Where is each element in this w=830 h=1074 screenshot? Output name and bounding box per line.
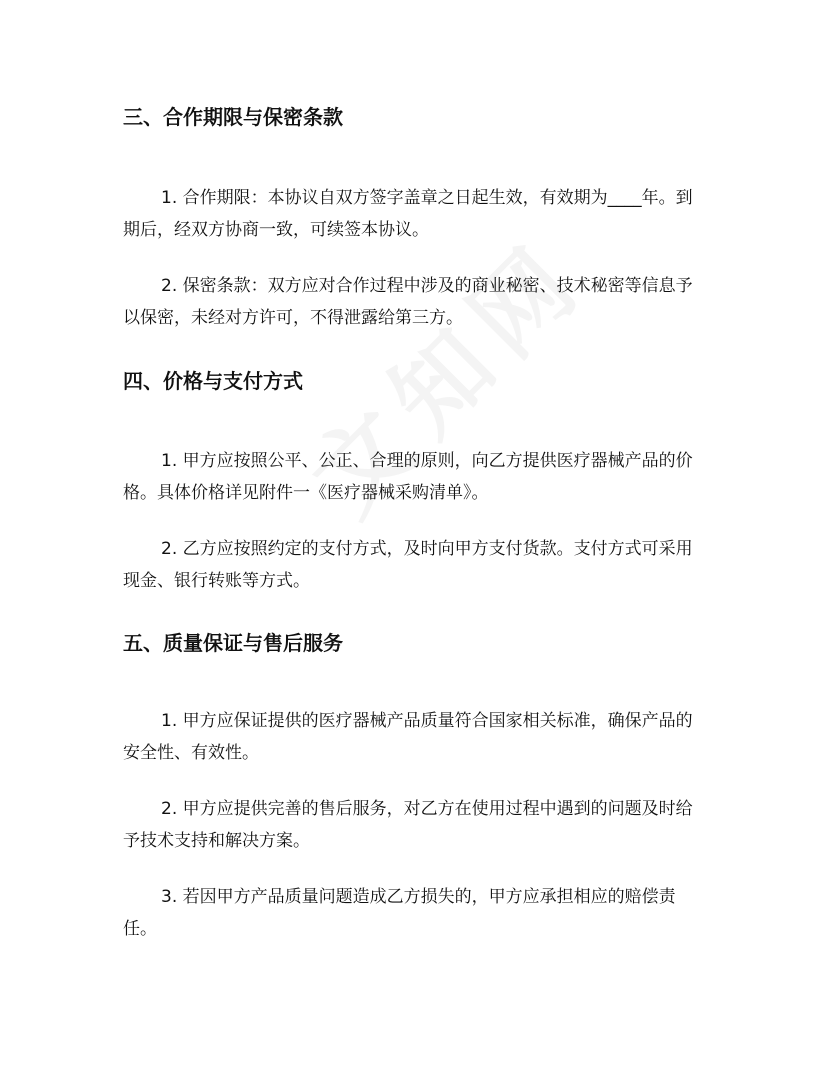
section-heading: 五、质量保证与售后服务	[123, 631, 343, 655]
paragraph: 1. 甲方应保证提供的医疗器械产品质量符合国家相关标准，确保产品的安全性、有效性。	[123, 711, 693, 763]
paragraph: 2. 甲方应提供完善的售后服务，对乙方在使用过程中遇到的问题及时给予技术支持和解决方案。	[123, 799, 693, 851]
paragraph: 1. 合作期限：本协议自双方签字盖章之日起生效，有效期为____年。到期后，经双方协商一致，可续签本协议。	[123, 188, 693, 240]
paragraph: 2. 保密条款：双方应对合作过程中涉及的商业秘密、技术秘密等信息予以保密，未经对方许可，不得泄露给第三方。	[123, 276, 693, 328]
paragraph: 1. 甲方应按照公平、公正、合理的原则，向乙方提供医疗器械产品的价格。具体价格详见附件一《医疗器械采购清单》。	[123, 451, 693, 503]
section-heading: 四、价格与支付方式	[123, 369, 303, 393]
paragraph: 3. 若因甲方产品质量问题造成乙方损失的，甲方应承担相应的赔偿责任。	[123, 887, 676, 939]
paragraph: 2. 乙方应按照约定的支付方式，及时向甲方支付货款。支付方式可采用现金、银行转账等方式。	[123, 539, 693, 591]
section-heading: 三、合作期限与保密条款	[123, 105, 343, 129]
